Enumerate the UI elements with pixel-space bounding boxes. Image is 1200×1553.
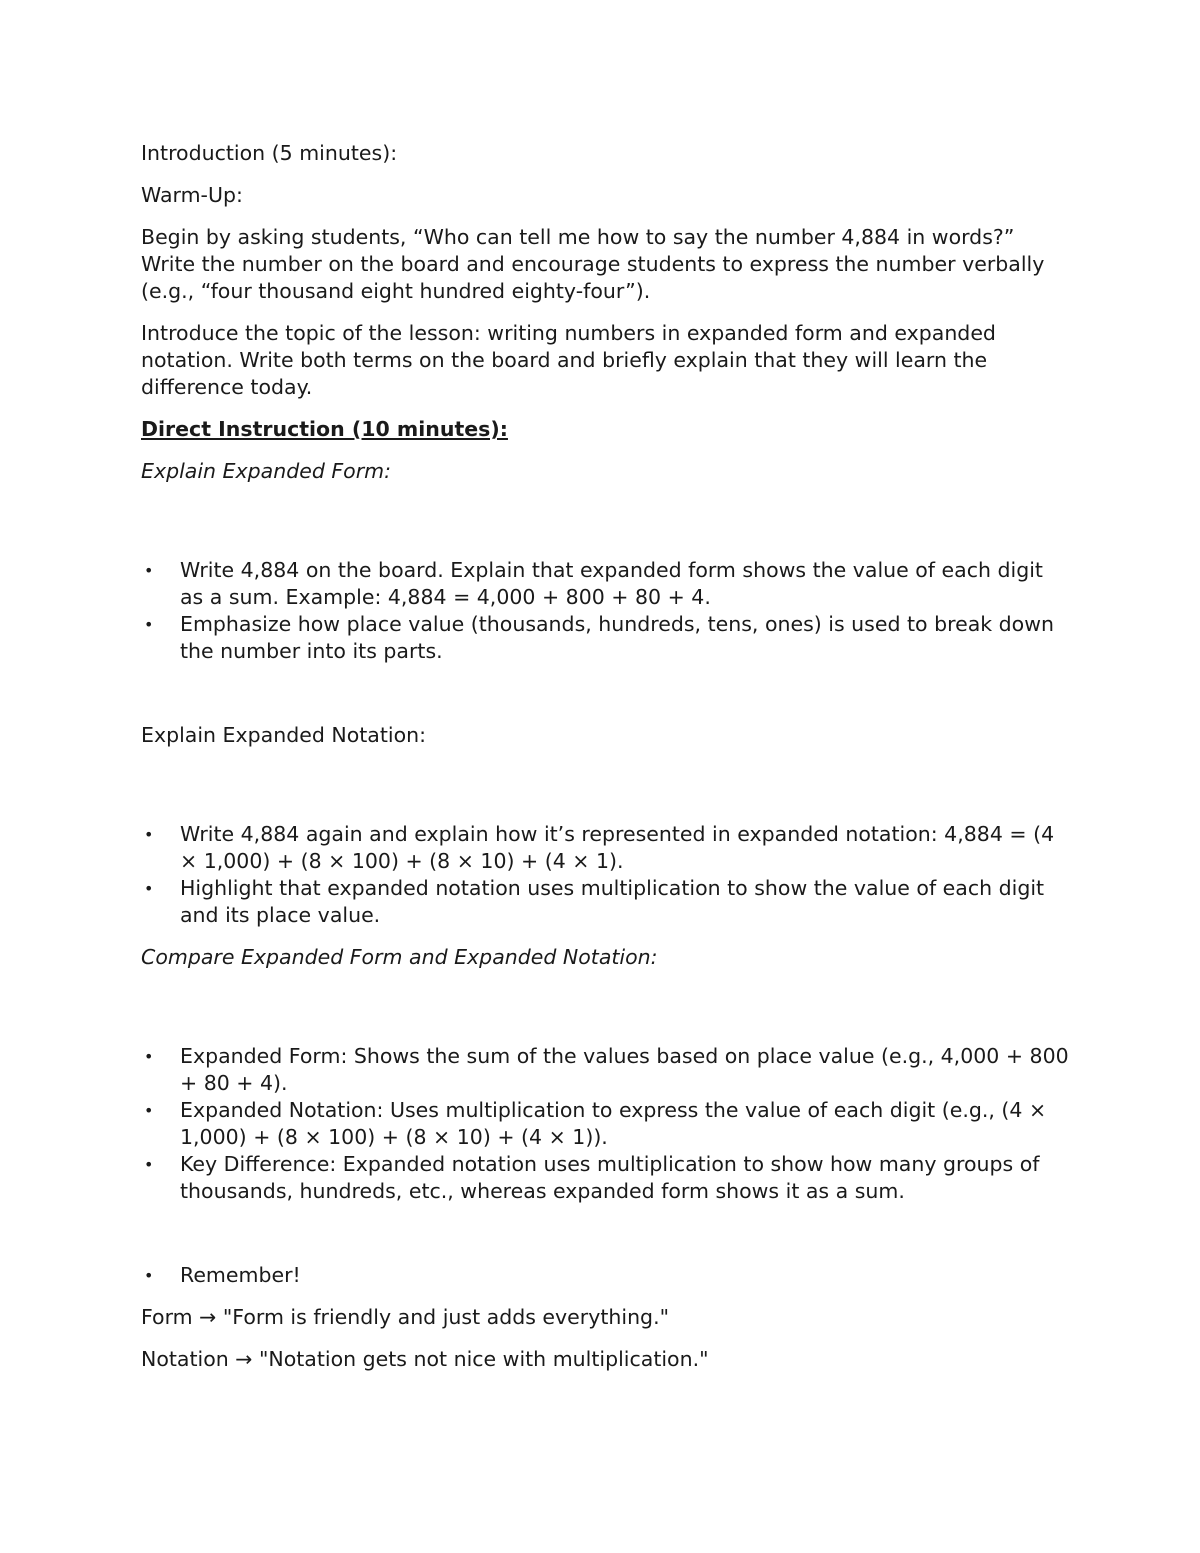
- bullet-icon: •: [144, 1101, 154, 1120]
- spacer: [141, 986, 1071, 1043]
- spacer: [141, 764, 1071, 821]
- document-page: [141, 140, 1071, 1388]
- bullet-icon: •: [144, 561, 154, 580]
- list-item-text: Highlight that expanded notation uses multiplication to show the value of each digit and its place value.: [180, 876, 1045, 927]
- warmup-paragraph: Begin by asking students, “Who can tell me how to say the number 4,884 in words?” Write the number on the board and encourage students to express the number verbally (e.g., “four thousand eight hundred eighty-four”).: [141, 225, 1045, 303]
- list-item-text: Write 4,884 again and explain how it’s represented in expanded notation: 4,884 = (4 × 1,000) + (8 × 100) + (8 × 10) + (4 × 1).: [180, 822, 1055, 873]
- list-item: [141, 821, 1071, 875]
- list-item-text: Key Difference: Expanded notation uses multiplication to show how many groups of thousands, hundreds, etc., whereas expanded form shows it as a sum.: [180, 1152, 1040, 1203]
- list-item: [141, 1097, 1071, 1151]
- direct-instruction-heading: Direct Instruction (10 minutes):: [141, 417, 508, 441]
- compare-list: [141, 1043, 1071, 1205]
- bullet-icon: •: [144, 1266, 154, 1285]
- list-item-text: Write 4,884 on the board. Explain that expanded form shows the value of each digit as a sum. Example: 4,884 = 4,000 + 800 + 80 + 4.: [180, 558, 1043, 609]
- notation-mnemonic: Notation → "Notation gets not nice with multiplication.": [141, 1347, 709, 1371]
- compare-subheading: Compare Expanded Form and Expanded Notation:: [141, 945, 658, 969]
- expanded-notation-list: [141, 821, 1071, 929]
- list-item: [141, 875, 1071, 929]
- bullet-icon: •: [144, 1155, 154, 1174]
- spacer: [141, 500, 1071, 557]
- list-item: [141, 611, 1071, 665]
- bullet-icon: •: [144, 879, 154, 898]
- list-item: [141, 1262, 1071, 1289]
- list-item: [141, 1043, 1071, 1097]
- spacer: [141, 1205, 1071, 1262]
- list-item-text: Expanded Form: Shows the sum of the values based on place value (e.g., 4,000 + 800 + 80 + 4).: [180, 1044, 1069, 1095]
- remember-list: [141, 1262, 1071, 1289]
- list-item-text: Emphasize how place value (thousands, hundreds, tens, ones) is used to break down the number into its parts.: [180, 612, 1054, 663]
- remember-label: Remember!: [180, 1263, 301, 1287]
- bullet-icon: •: [144, 825, 154, 844]
- warmup-label: Warm-Up:: [141, 183, 243, 207]
- list-item: [141, 1151, 1071, 1205]
- list-item: [141, 557, 1071, 611]
- bullet-icon: •: [144, 1047, 154, 1066]
- topic-paragraph: Introduce the topic of the lesson: writing numbers in expanded form and expanded notation. Write both terms on the board and briefly explain that they will learn the difference today.: [141, 321, 996, 399]
- expanded-form-subheading: Explain Expanded Form:: [141, 459, 392, 483]
- bullet-icon: •: [144, 615, 154, 634]
- expanded-notation-subheading: Explain Expanded Notation:: [141, 723, 427, 747]
- form-mnemonic: Form → "Form is friendly and just adds everything.": [141, 1305, 670, 1329]
- spacer: [141, 665, 1071, 722]
- expanded-form-list: [141, 557, 1071, 665]
- intro-heading: Introduction (5 minutes):: [141, 141, 398, 165]
- list-item-text: Expanded Notation: Uses multiplication to express the value of each digit (e.g., (4 × 1,000) + (8 × 100) + (8 × 10) + (4 × 1)).: [180, 1098, 1047, 1149]
